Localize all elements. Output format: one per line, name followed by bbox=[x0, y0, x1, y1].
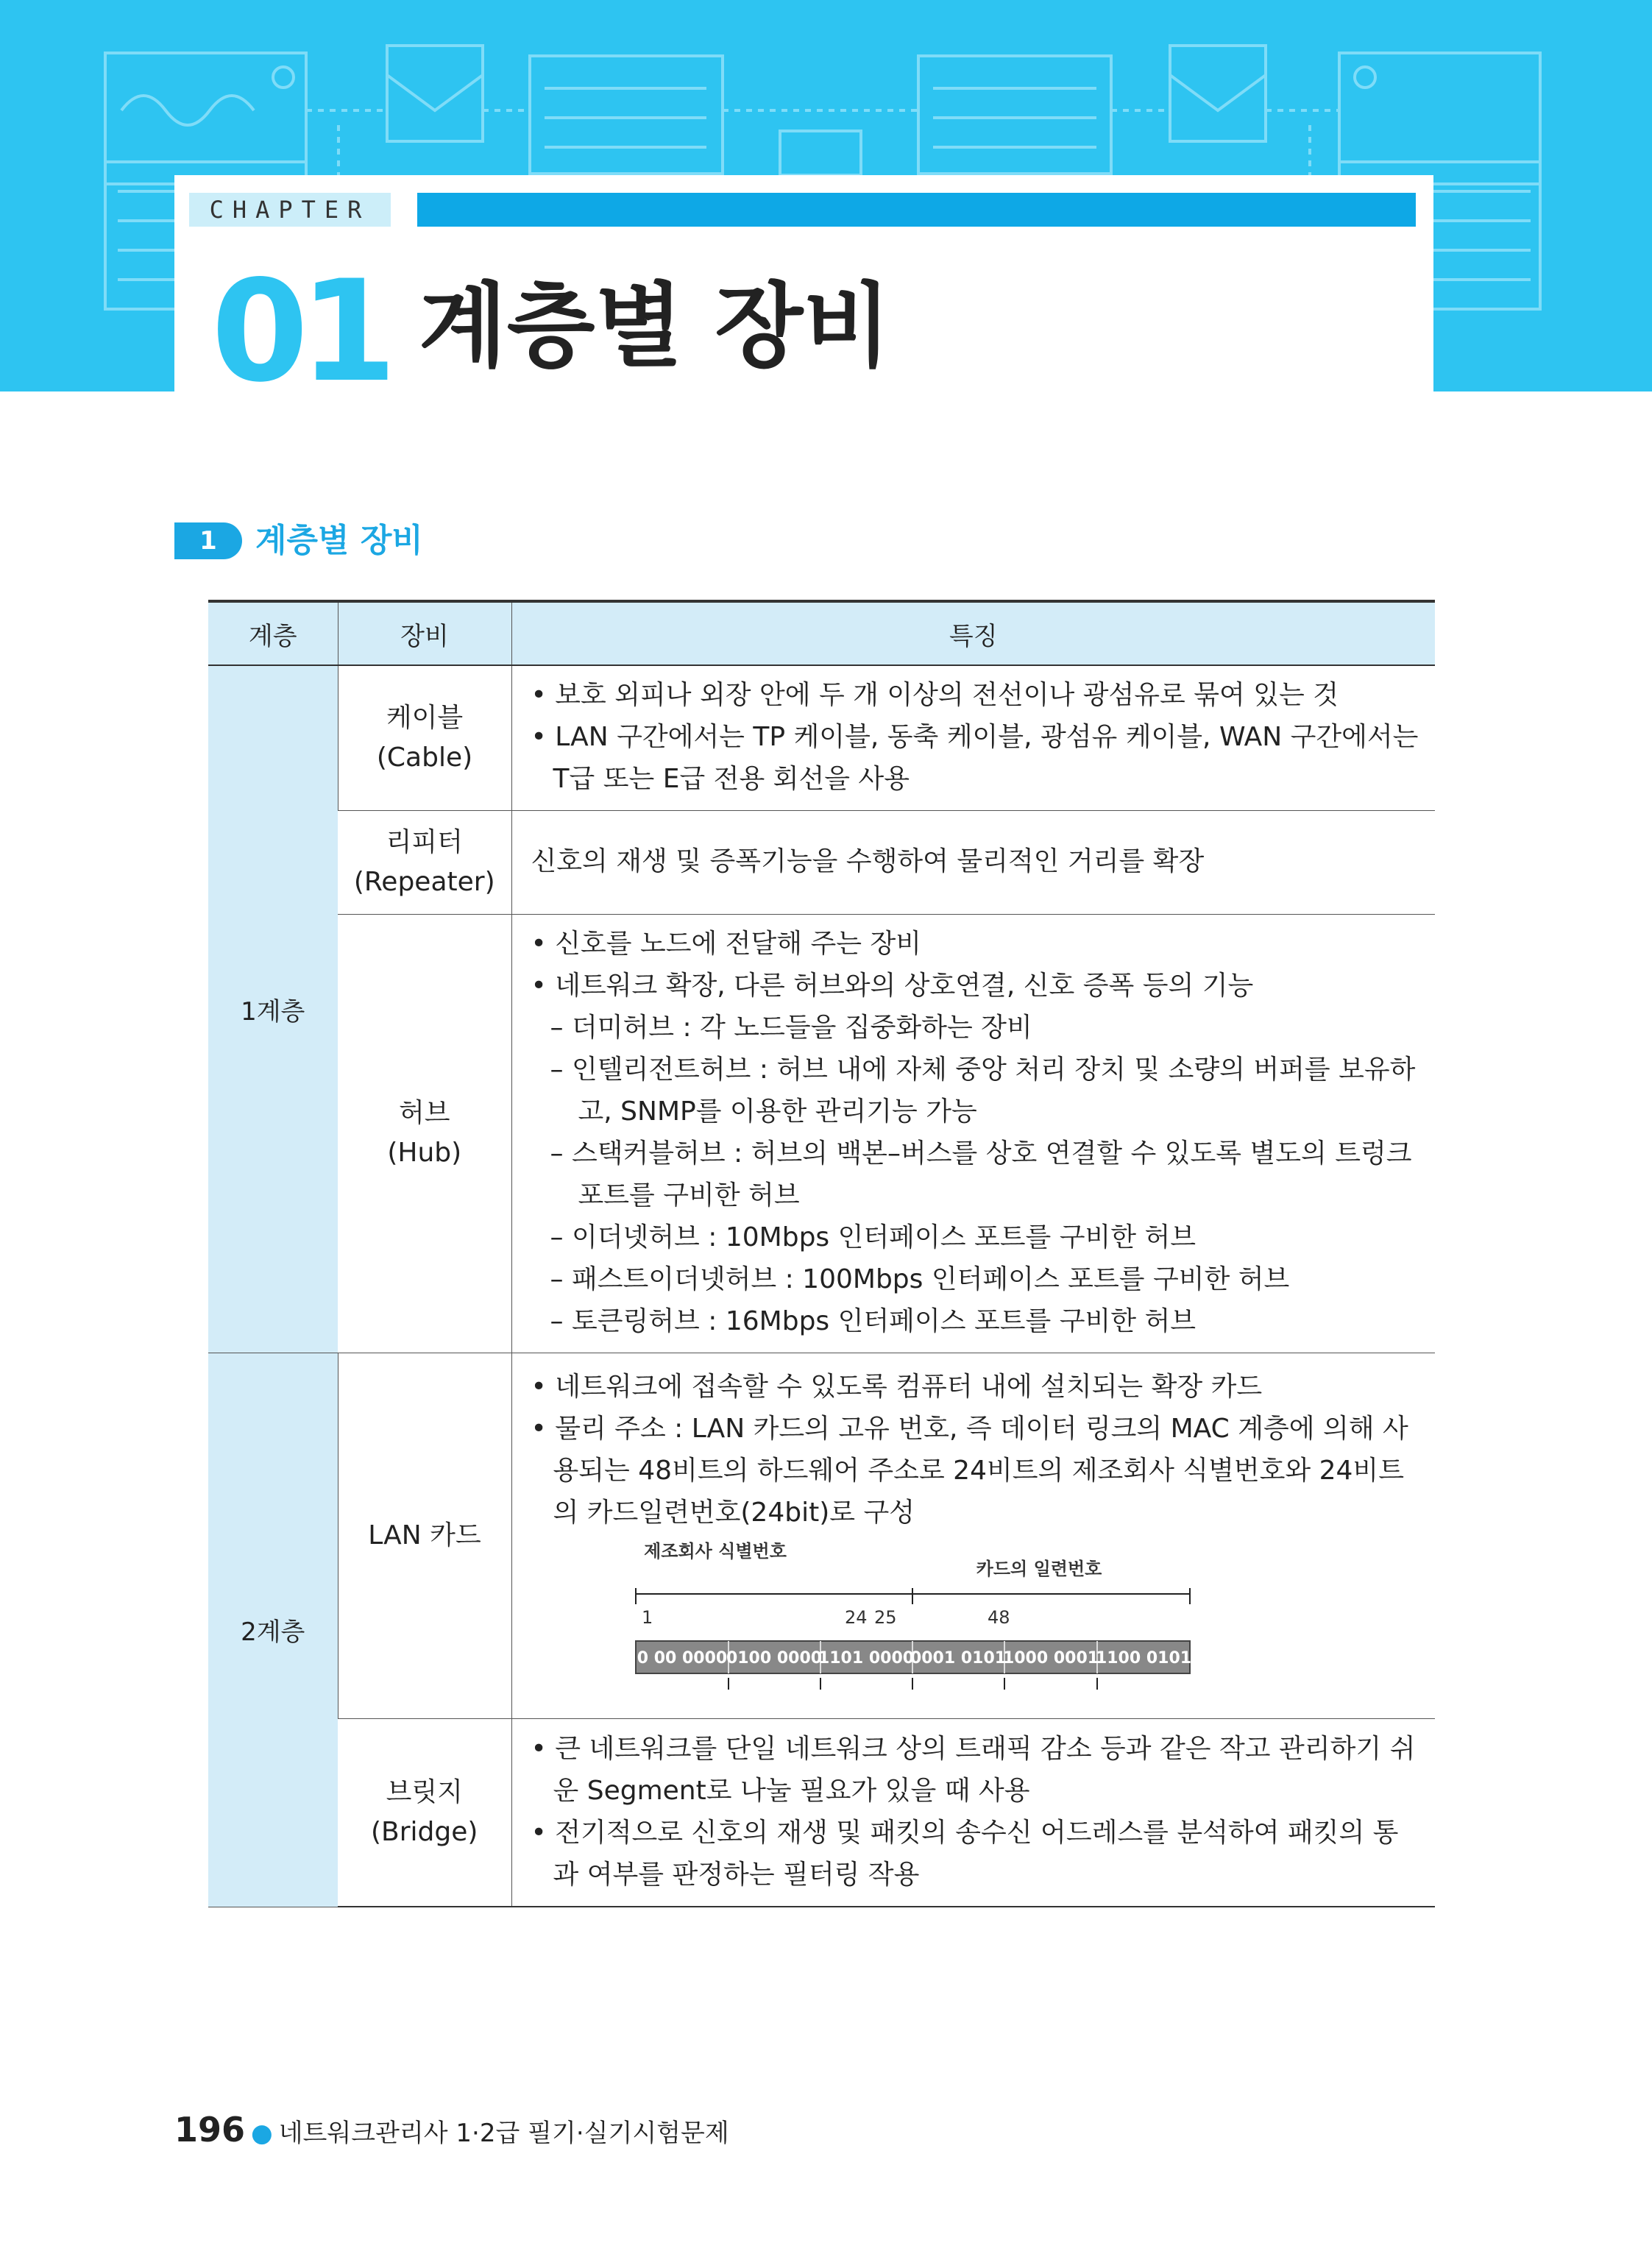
layer-2-cell: 2계층 bbox=[208, 1353, 338, 1907]
feature-hub bbox=[511, 914, 1435, 1353]
device-name: 브릿지 bbox=[386, 1776, 463, 1807]
footer-dot-icon: ● bbox=[251, 2119, 273, 2148]
device-sub: (Repeater) bbox=[353, 866, 495, 897]
feature-line: • 물리 주소 : LAN 카드의 고유 번호, 즉 데이터 링크의 MAC 계층에 의해 사용되는 48비트의 하드웨어 주소로 24비트의 제조회사 식별번호와 24비트의 카드일련번호(24bit)로 구성 bbox=[531, 1413, 1408, 1528]
byte-label: 1101 0000 bbox=[818, 1648, 914, 1668]
feature-line: • 신호를 노드에 전달해 주는 장비 bbox=[531, 929, 922, 959]
label-serial: 카드의 일련번호 bbox=[976, 1558, 1102, 1579]
table-row bbox=[208, 1718, 1435, 1907]
header-device: 장비 bbox=[338, 601, 511, 665]
header-feature: 특징 bbox=[511, 601, 1435, 665]
byte-label: 1000 0001 bbox=[1002, 1648, 1099, 1668]
feature-line: • 전기적으로 신호의 재생 및 패킷의 송수신 어드레스를 분석하여 패킷의 통과 여부를 판정하는 필터링 작용 bbox=[531, 1817, 1399, 1890]
mac-diagram-svg bbox=[531, 1534, 1414, 1704]
device-bridge bbox=[338, 1718, 511, 1907]
byte-label: 0001 0101 bbox=[910, 1648, 1006, 1668]
feature-subline: – 인텔리전트허브 : 허브 내에 자체 중앙 처리 장치 및 소량의 버퍼를 보유하고, SNMP를 이용한 관리기능 가능 bbox=[550, 1055, 1416, 1127]
page-footer bbox=[174, 2109, 729, 2154]
table-row bbox=[208, 810, 1435, 914]
section-number: 1 bbox=[174, 522, 242, 559]
device-repeater bbox=[338, 810, 511, 914]
header-layer: 계층 bbox=[208, 601, 338, 665]
chapter-title: 계층별 장비 bbox=[419, 274, 892, 380]
device-name: 리피터 bbox=[386, 826, 463, 857]
byte-label: 1100 0101 bbox=[1095, 1648, 1191, 1668]
mac-address-diagram bbox=[531, 1534, 1421, 1704]
device-cable bbox=[338, 665, 511, 810]
table-row bbox=[208, 665, 1435, 810]
layer-device-table bbox=[208, 600, 1435, 1907]
feature-line: • LAN 구간에서는 TP 케이블, 동축 케이블, 광섬유 케이블, WAN 구간에서는 T급 또는 E급 전용 회선을 사용 bbox=[531, 722, 1419, 795]
byte-label: 0100 0000 bbox=[726, 1648, 822, 1668]
chapter-label: CHAPTER bbox=[189, 193, 391, 227]
device-sub: (Cable) bbox=[376, 742, 473, 773]
section-title: 계층별 장비 bbox=[255, 522, 423, 559]
bit-25: 25 bbox=[873, 1606, 897, 1628]
feature-line: • 보호 외피나 외장 안에 두 개 이상의 전선이나 광섬유로 묶여 있는 것 bbox=[531, 680, 1339, 711]
feature-lan-card bbox=[511, 1353, 1435, 1718]
chapter-title-card bbox=[174, 175, 1433, 391]
feature-subline: – 패스트이더넷허브 : 100Mbps 인터페이스 포트를 구비한 허브 bbox=[550, 1264, 1290, 1294]
chapter-number: 01 bbox=[211, 250, 389, 391]
byte-tick-marks bbox=[728, 1678, 1097, 1690]
label-mfr: 제조회사 식별번호 bbox=[643, 1540, 787, 1562]
bit-48: 48 bbox=[987, 1606, 1010, 1628]
page-number: 196 bbox=[174, 2110, 246, 2150]
feature-line: 신호의 재생 및 증폭기능을 수행하여 물리적인 거리를 확장 bbox=[531, 846, 1205, 876]
byte-label: 0 00 0000 bbox=[637, 1648, 727, 1668]
bit-24: 24 bbox=[844, 1606, 868, 1628]
feature-subline: – 이더넷허브 : 10Mbps 인터페이스 포트를 구비한 허브 bbox=[550, 1222, 1197, 1252]
device-hub bbox=[338, 914, 511, 1353]
feature-line: • 네트워크에 접속할 수 있도록 컴퓨터 내에 설치되는 확장 카드 bbox=[531, 1371, 1263, 1402]
feature-line: • 네트워크 확장, 다른 허브와의 상호연결, 신호 증폭 등의 기능 bbox=[531, 971, 1254, 1001]
table-row bbox=[208, 1353, 1435, 1718]
layer-1-cell: 1계층 bbox=[208, 665, 338, 1353]
feature-cable bbox=[511, 665, 1435, 810]
feature-line: • 큰 네트워크를 단일 네트워크 상의 트래픽 감소 등과 같은 작고 관리하기 쉬운 Segment로 나눌 필요가 있을 때 사용 bbox=[531, 1733, 1416, 1806]
table-header-row bbox=[208, 601, 1435, 665]
feature-subline: – 스택커블허브 : 허브의 백본–버스를 상호 연결할 수 있도록 별도의 트렁크 포트를 구비한 허브 bbox=[550, 1138, 1412, 1211]
device-name: 케이블 bbox=[386, 702, 464, 733]
device-lan-card bbox=[338, 1353, 511, 1718]
chapter-accent-bar bbox=[417, 193, 1416, 227]
book-title: 네트워크관리사 1·2급 필기·실기시험문제 bbox=[278, 2119, 729, 2148]
feature-bridge bbox=[511, 1718, 1435, 1907]
feature-repeater bbox=[511, 810, 1435, 914]
device-name: 허브 bbox=[398, 1098, 450, 1128]
bit-1: 1 bbox=[641, 1606, 653, 1628]
chapter-banner bbox=[0, 0, 1652, 391]
device-name: LAN 카드 bbox=[368, 1520, 481, 1551]
feature-subline: – 토큰링허브 : 16Mbps 인터페이스 포트를 구비한 허브 bbox=[550, 1306, 1197, 1336]
feature-subline: – 더미허브 : 각 노드들을 집중화하는 장비 bbox=[550, 1013, 1032, 1043]
table-row bbox=[208, 914, 1435, 1353]
device-sub: (Bridge) bbox=[371, 1816, 478, 1847]
device-sub: (Hub) bbox=[387, 1138, 462, 1168]
